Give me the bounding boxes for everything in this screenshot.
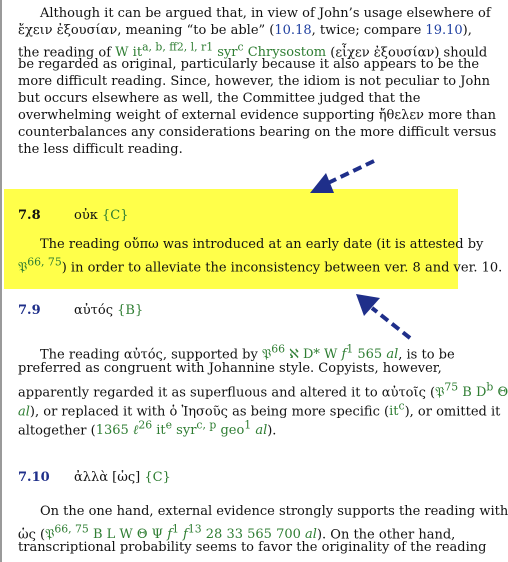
text-line: more difficult reading. Since, however, the idiom is not peculiar to John bbox=[18, 74, 491, 89]
text-line: altogether (1365 ℓ$^{26}$ $it^e$ syr$^{c, p}$ geo$^1$ al). bbox=[18, 419, 277, 439]
witness-papyrus: 𝔓$^{66, 75}$ bbox=[18, 256, 62, 276]
text-line: ἔχειν ἐξουσίαν, meaning “to be able” (10.18, twice; compare 19.10), bbox=[18, 23, 472, 38]
greek-phrase: ἔχειν ἐξουσίαν, meaning “to be able” ( bbox=[18, 23, 275, 38]
entry-number: 7.10 bbox=[18, 470, 50, 485]
text-line: Although it can be argued that, in view of John’s usage elsewhere of bbox=[40, 6, 491, 21]
rating: {C} bbox=[144, 470, 171, 485]
text-line: preferred as congruent with Johannine style. Copyists, however, bbox=[18, 361, 442, 376]
arrow-down-left-icon bbox=[300, 155, 380, 205]
text-line: counterbalances any considerations bearing on the more difficult versus bbox=[18, 125, 497, 140]
left-border bbox=[0, 0, 2, 562]
text-line: The reading οὔπω was introduced at an early date (it is attested by bbox=[40, 237, 484, 252]
witness-list: 𝔓$^{66}$ ℵ D* W $f^1$ 565 al bbox=[261, 343, 399, 363]
text-line: but occurs elsewhere as well, the Committee judged that the bbox=[18, 91, 421, 106]
witness-list: W $it^{a, b, ff2, l, r1}$ syr$^c$ Chrysostom bbox=[115, 41, 327, 61]
text-line: 𝔓$^{66, 75}$) in order to alleviate the inconsistency between ver. 8 and ver. 10. bbox=[18, 256, 503, 276]
text-line: apparently regarded it as superfluous and altered it to αὐτοῖς (𝔓$^{75}$ B $D^b$ Θ bbox=[18, 381, 508, 401]
witness-list: 1365 ℓ$^{26}$ $it^e$ syr$^{c, p}$ geo$^1$ al bbox=[95, 419, 268, 439]
text-line: On the one hand, external evidence strongly supports the reading with bbox=[40, 504, 508, 519]
text-line: The reading αὐτός, supported by 𝔓$^{66}$ ℵ D* W $f^1$ 565 al, is to be bbox=[40, 343, 455, 363]
text-line: transcriptional probability seems to favor the originality of the reading bbox=[18, 540, 487, 555]
witness-list: $it^c$ bbox=[389, 400, 405, 420]
text-line: overwhelming weight of external evidence supporting ἤθελεν more than bbox=[18, 108, 497, 123]
witness-list: 𝔓$^{66, 75}$ B L W Θ Ψ $f^1$ $f^{13}$ 28 33 565 700 al bbox=[45, 523, 317, 543]
lemma: αὐτός {B} bbox=[74, 303, 144, 318]
witness-list: 𝔓$^{75}$ B $D^b$ Θ bbox=[435, 381, 508, 401]
lemma: ἀλλὰ [ὡς] {C} bbox=[74, 470, 171, 485]
text-line: al), or replaced it with ὁ Ἰησοῦς as being more specific $(it^c)$, or omitted it bbox=[18, 400, 501, 420]
text-line: be regarded as original, particularly because it also appears to be the bbox=[18, 57, 480, 72]
arrow-up-left-icon bbox=[350, 286, 420, 346]
rating: {C} bbox=[102, 208, 129, 223]
text-line: ὡς (𝔓$^{66, 75}$ B L W Θ Ψ $f^1$ $f^{13}$ 28 33 565 700 al). On the other hand, bbox=[18, 523, 456, 543]
text-line: the reading of W $it^{a, b, ff2, l, r1}$ syr$^c$ Chrysostom (εἶχεν ἐξουσίαν) should bbox=[18, 41, 488, 61]
entry-number: 7.9 bbox=[18, 303, 41, 318]
entry-number: 7.8 bbox=[18, 208, 41, 223]
text-line: the less difficult reading. bbox=[18, 142, 183, 157]
verse-ref[interactable]: 19.10 bbox=[425, 23, 463, 38]
verse-ref[interactable]: 10.18 bbox=[274, 23, 312, 38]
rating: {B} bbox=[117, 303, 144, 318]
lemma: οὐκ {C} bbox=[74, 208, 129, 223]
